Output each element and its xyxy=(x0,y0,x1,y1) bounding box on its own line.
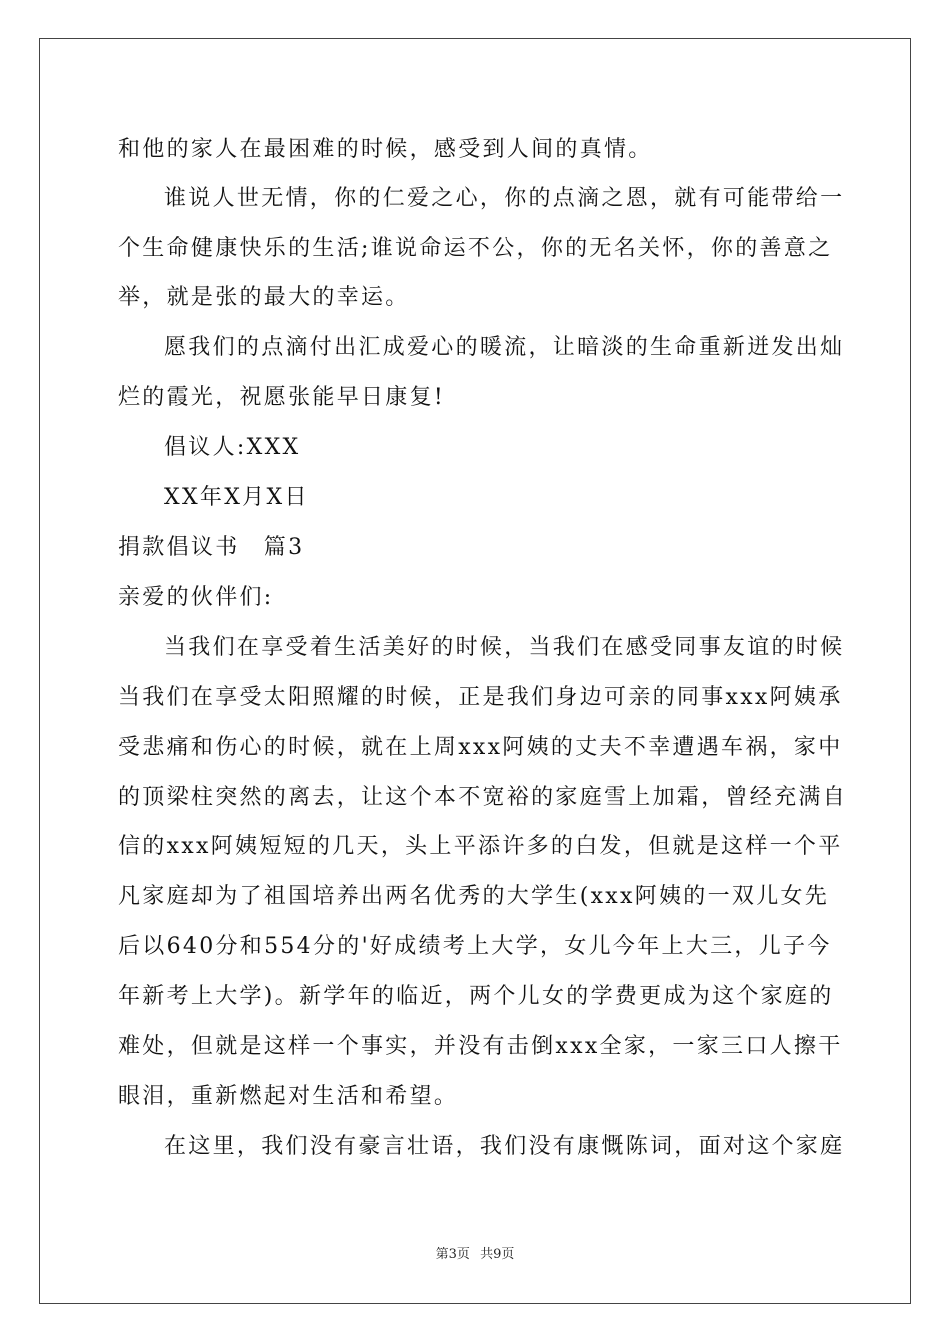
text-line: 谁说人世无情，你的仁爱之心，你的点滴之恩，就有可能带给一 xyxy=(164,186,845,211)
page-number: 第3页 xyxy=(435,1247,470,1262)
page-total: 共9页 xyxy=(480,1247,515,1262)
text-line: 愿我们的点滴付出汇成爱心的暖流，让暗淡的生命重新迸发出灿 xyxy=(164,335,845,360)
text-line: 信的xxx阿姨短短的几天，头上平添许多的白发，但就是这样一个平 xyxy=(118,834,843,859)
text-line: 在这里，我们没有豪言壮语，我们没有康慨陈词，面对这个家庭 xyxy=(164,1134,845,1159)
text-line: 个生命健康快乐的生活;谁说命运不公，你的无名关怀，你的善意之 xyxy=(118,236,833,261)
text-line: 凡家庭却为了祖国培养出两名优秀的大学生(xxx阿姨的一双儿女先 xyxy=(118,884,830,909)
text-line: 举，就是张的最大的幸运。 xyxy=(118,285,410,310)
page-border xyxy=(39,38,911,1304)
text-line: 后以640分和554分的'好成绩考上大学，女儿今年上大三，儿子今 xyxy=(118,934,832,959)
text-line: 和他的家人在最困难的时候，感受到人间的真情。 xyxy=(118,137,653,162)
text-line: 年新考上大学)。新学年的临近，两个儿女的学费更成为这个家庭的 xyxy=(118,984,834,1009)
signer-line: 倡议人:XXX xyxy=(164,435,301,460)
section-heading: 捐款倡议书 篇3 xyxy=(118,535,305,560)
page-footer xyxy=(0,1247,950,1263)
text-line: 当我们在享受太阳照耀的时候，正是我们身边可亲的同事xxx阿姨承 xyxy=(118,685,843,710)
text-line: 眼泪，重新燃起对生活和希望。 xyxy=(118,1084,459,1109)
salutation: 亲爱的伙伴们: xyxy=(118,585,274,610)
text-line: 当我们在享受着生活美好的时候，当我们在感受同事友谊的时候 xyxy=(164,635,845,660)
date-line: XX年X月X日 xyxy=(164,485,309,510)
text-line: 受悲痛和伤心的时候，就在上周xxx阿姨的丈夫不幸遭遇车祸，家中 xyxy=(118,735,843,760)
text-line: 烂的霞光，祝愿张能早日康复! xyxy=(118,385,446,410)
text-line: 难处，但就是这样一个事实，并没有击倒xxx全家，一家三口人擦干 xyxy=(118,1034,843,1059)
text-line: 的顶梁柱突然的离去，让这个本不宽裕的家庭雪上加霜，曾经充满自 xyxy=(118,785,848,810)
